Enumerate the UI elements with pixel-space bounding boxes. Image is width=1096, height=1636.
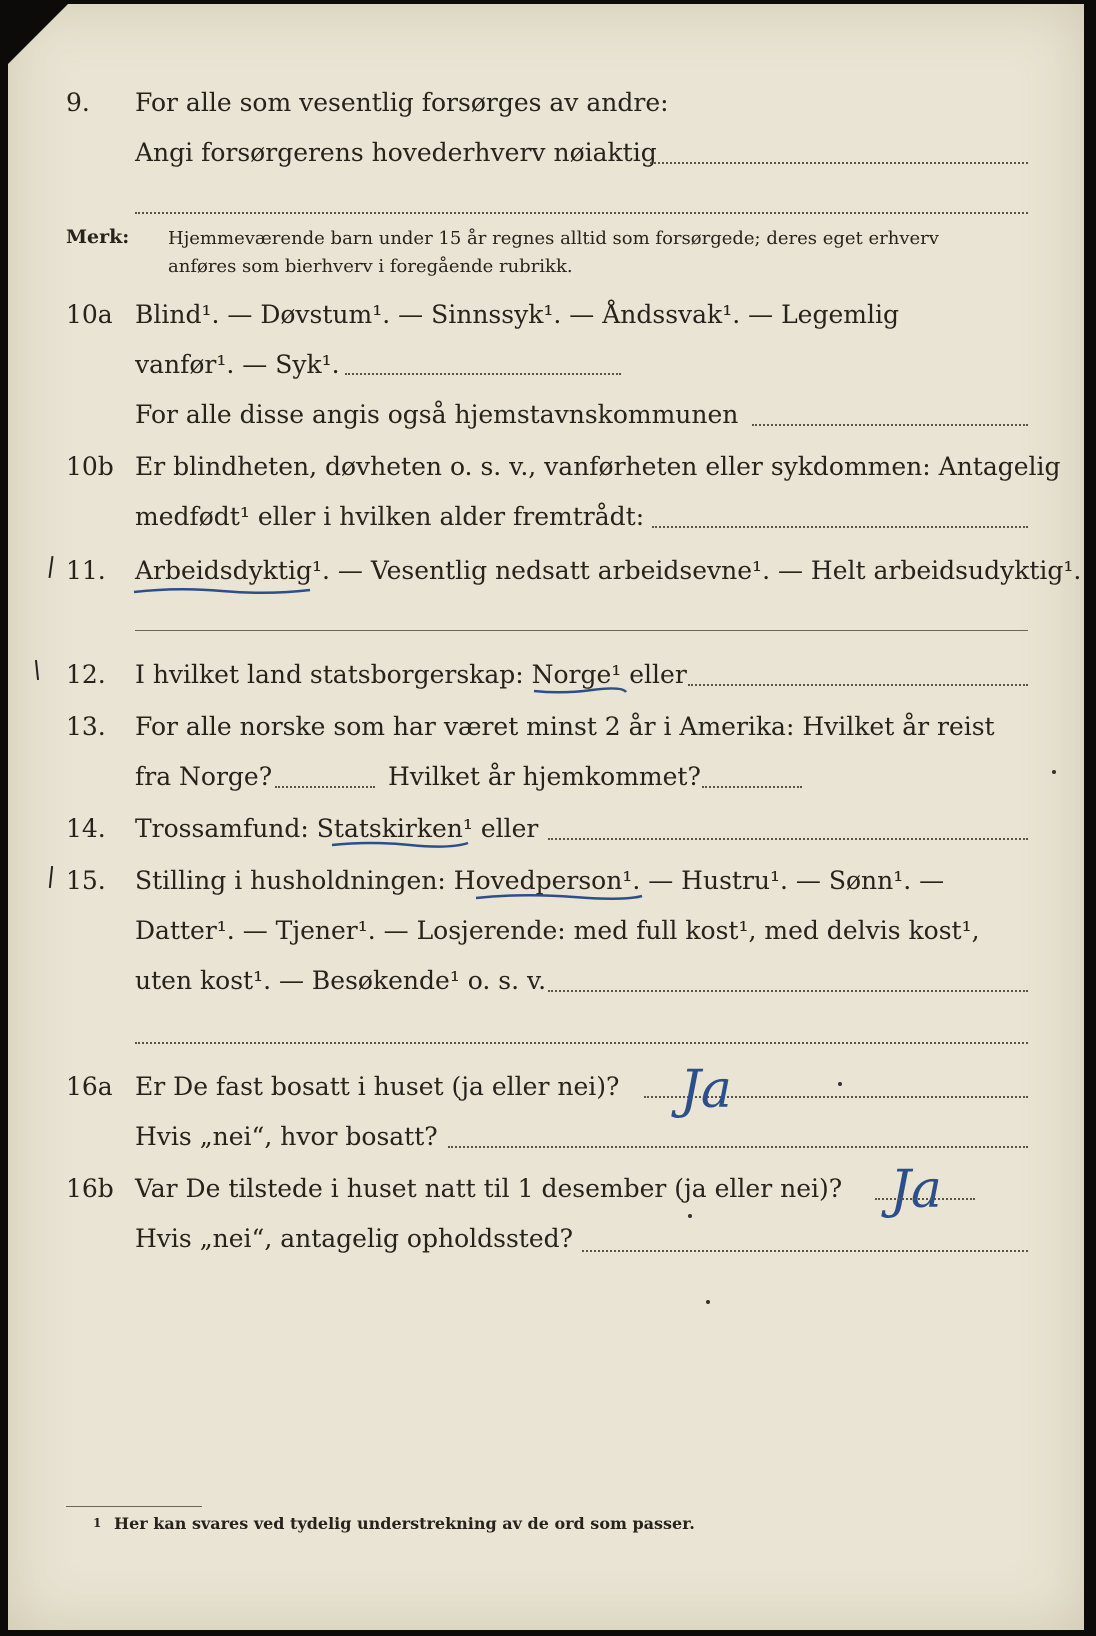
- q13-line1: For alle norske som har været minst 2 år i Amerika: Hvilket år reist: [135, 712, 995, 741]
- footnote-text: Her kan svares ved tydelig understrekning av de ord som passer.: [114, 1514, 695, 1533]
- q14-line1: Trossamfund: Statskirken¹ eller: [135, 814, 539, 843]
- q13-line2a: fra Norge?: [135, 762, 273, 791]
- q11-rule: [135, 630, 1028, 631]
- q11-line1: Arbeidsdyktig¹. — Vesentlig nedsatt arbeidsevne¹. — Helt arbeidsudyktig¹.: [135, 556, 1082, 585]
- q16b-handwritten-answer: Ja: [890, 1160, 942, 1220]
- q12-line1: I hvilket land statsborgerskap: Norge¹ eller: [135, 660, 687, 689]
- q10a-line1: Blind¹. — Døvstum¹. — Sinnssyk¹. — Åndssvak¹. — Legemlig: [135, 300, 899, 329]
- q16a-line1: Er De fast bosatt i huset (ja eller nei)?: [135, 1072, 620, 1101]
- q9-line1: For alle som vesentlig forsørges av andre:: [135, 88, 669, 117]
- q16b-opholdssted-field[interactable]: [582, 1250, 1028, 1252]
- q14-number: 14.: [66, 814, 106, 843]
- q9-answer-field-2[interactable]: [135, 212, 1028, 214]
- footnote-rule: [66, 1506, 202, 1507]
- q13-number: 13.: [66, 712, 106, 741]
- q10b-line2: medfødt¹ eller i hvilken alder fremtrådt:: [135, 502, 645, 531]
- q13-reist-field[interactable]: [275, 786, 375, 788]
- q15-stilling-field-2[interactable]: [135, 1042, 1028, 1044]
- q12-number: 12.: [66, 660, 106, 689]
- q16b-number: 16b: [66, 1174, 114, 1203]
- q13-hjemkommet-field[interactable]: [702, 786, 802, 788]
- merk-line2: anføres som bierhverv i foregående rubrikk.: [168, 256, 573, 277]
- q15-line1: Stilling i husholdningen: Hovedperson¹. — Hustru¹. — Sønn¹. —: [135, 866, 945, 895]
- q15-line3: uten kost¹. — Besøkende¹ o. s. v.: [135, 966, 547, 995]
- q10b-alder-field[interactable]: [652, 526, 1028, 528]
- q15-number: 15.: [66, 866, 106, 895]
- footnote-mark: 1: [93, 1516, 102, 1530]
- underline-norge: [532, 684, 628, 698]
- q16b-line1: Var De tilstede i huset natt til 1 desember (ja eller nei)?: [135, 1174, 843, 1203]
- speck: [1052, 770, 1056, 774]
- q16a-number: 16a: [66, 1072, 113, 1101]
- q16b-answer-field[interactable]: [875, 1198, 975, 1200]
- q15-stilling-field[interactable]: [548, 990, 1028, 992]
- speck: [838, 1082, 842, 1086]
- q10a-line3: For alle disse angis også hjemstavnskommunen: [135, 400, 739, 429]
- underline-hovedperson: [474, 890, 644, 904]
- q14-trossamfund-field[interactable]: [548, 838, 1028, 840]
- q12-land-field[interactable]: [688, 684, 1028, 686]
- merk-label: Merk:: [66, 226, 130, 248]
- q10b-number: 10b: [66, 452, 114, 481]
- q9-answer-field[interactable]: [650, 162, 1028, 164]
- q10a-line2: vanfør¹. — Syk¹.: [135, 350, 340, 379]
- q16a-bosatt-field[interactable]: [448, 1146, 1028, 1148]
- q9-line2: Angi forsørgerens hovederhverv nøiaktig: [135, 138, 657, 167]
- merk-line1: Hjemmeværende barn under 15 år regnes alltid som forsørgede; deres eget erhverv: [168, 228, 939, 249]
- underline-arbeidsdyktig: [132, 584, 312, 598]
- q9-number: 9.: [66, 88, 90, 117]
- q16a-line2: Hvis „nei“, hvor bosatt?: [135, 1122, 438, 1151]
- q10a-kommune-field[interactable]: [752, 424, 1028, 426]
- speck: [706, 1300, 710, 1304]
- q15-line2: Datter¹. — Tjener¹. — Losjerende: med full kost¹, med delvis kost¹,: [135, 916, 980, 945]
- underline-statskirken: [330, 838, 470, 852]
- q10b-line1: Er blindheten, døvheten o. s. v., vanførheten eller sykdommen: Antagelig: [135, 452, 1061, 481]
- q10a-number: 10a: [66, 300, 113, 329]
- q10a-syk-field[interactable]: [345, 373, 621, 375]
- q16a-handwritten-answer: Ja: [680, 1060, 732, 1120]
- q11-number: 11.: [66, 556, 106, 585]
- q13-line2b: Hvilket år hjemkommet?: [388, 762, 701, 791]
- speck: [688, 1214, 692, 1218]
- q16b-line2: Hvis „nei“, antagelig opholdssted?: [135, 1224, 574, 1253]
